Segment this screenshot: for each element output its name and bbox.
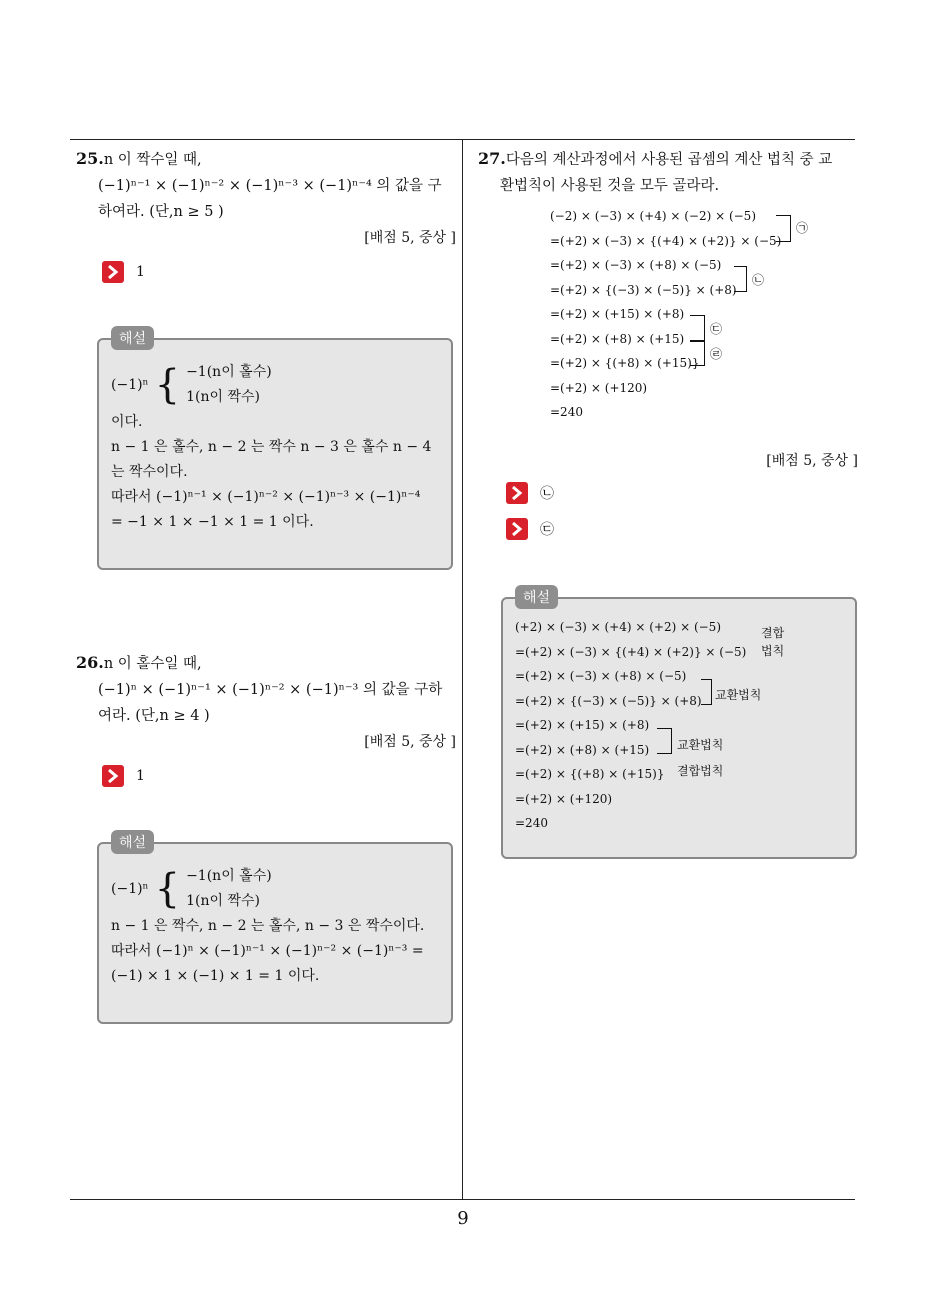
note-commutative-1: 교환법칙: [715, 688, 762, 702]
note-associative-1a: 결합: [761, 626, 785, 640]
calc-step: =(+2) × (+120): [515, 791, 613, 806]
solution-line: 이다.: [111, 414, 143, 430]
calc-step: =(+2) × (−3) × (+8) × (−5): [515, 669, 687, 683]
question-text-line1: n 이 짝수일 때,: [103, 152, 202, 168]
calc-step: (−2) × (−3) × (+4) × (−2) × (−5): [550, 209, 756, 223]
mark-c: ㉢: [710, 322, 723, 336]
piecewise-definition: [111, 360, 439, 410]
calc-step: =240: [550, 405, 583, 419]
question-26: [76, 650, 456, 789]
calc-step: =(+2) × {(+8) × (+15)}: [515, 767, 665, 781]
calc-step: =(+2) × (−3) × {(+4) × (+2)} × (−5): [515, 644, 747, 659]
answer-value: 1: [136, 264, 145, 280]
note-associative-2: 결합법칙: [677, 764, 724, 778]
bracket-a: [776, 215, 791, 242]
question-27-meta: [478, 448, 858, 542]
case-even: 1(n이 짝수): [186, 389, 260, 405]
piecewise-lhs: (−1)ⁿ: [111, 376, 149, 393]
question-text-line2: (−1)ⁿ⁻¹ × (−1)ⁿ⁻² × (−1)ⁿ⁻³ × (−1)ⁿ⁻⁴ 의 값을 구: [98, 178, 442, 194]
chevron-right-icon: [102, 261, 124, 283]
question-number: 26.: [76, 653, 104, 672]
chevron-right-icon: [102, 765, 124, 787]
score-label: [배점 5, 중상 ]: [364, 230, 456, 246]
solution-tag: 해설: [111, 326, 154, 350]
question-25: [76, 146, 456, 285]
chevron-right-icon: [506, 482, 528, 504]
mark-b: ㉡: [752, 273, 765, 287]
solution-tag: 해설: [111, 830, 154, 854]
bracket-comm-2: [657, 728, 672, 754]
bracket-comm-1: [701, 679, 712, 705]
solution-26: [97, 835, 453, 1024]
calc-step: =(+2) × {(−3) × (−5)} × (+8): [550, 282, 737, 297]
page-number: 9: [457, 1208, 469, 1229]
case-even: 1(n이 짝수): [186, 893, 260, 909]
calc-step: =(+2) × {(−3) × (−5)} × (+8): [515, 693, 702, 708]
solution-line: 따라서 (−1)ⁿ⁻¹ × (−1)ⁿ⁻² × (−1)ⁿ⁻³ × (−1)ⁿ⁻⁴: [111, 489, 421, 505]
question-number: 27.: [478, 149, 506, 168]
question-text-line3: 여라. (단,n ≥ 4 ): [98, 708, 210, 724]
question-number: 25.: [76, 149, 104, 168]
piecewise-lhs: (−1)ⁿ: [111, 880, 149, 897]
piecewise-definition: [111, 864, 439, 914]
question-text-line2: 환법칙이 사용된 것을 모두 골라라.: [500, 178, 720, 194]
answer-value: 1: [136, 768, 145, 784]
case-odd: −1(n이 홀수): [186, 364, 272, 380]
calc-step: =(+2) × (−3) × {(+4) × (+2)} × (−5): [550, 233, 782, 248]
chevron-right-icon: [506, 518, 528, 540]
question-text-line3: 하여라. (단,n ≥ 5 ): [98, 204, 224, 220]
solution-25: [97, 331, 453, 570]
calc-step: =(+2) × (−3) × (+8) × (−5): [550, 258, 722, 272]
calc-step: =(+2) × (+8) × (+15): [515, 742, 650, 757]
mark-d: ㉣: [710, 347, 723, 361]
answer-row: [506, 516, 858, 542]
calc-step: (+2) × (−3) × (+4) × (+2) × (−5): [515, 620, 721, 634]
score-label: [배점 5, 중상 ]: [766, 453, 858, 469]
solution-line: n − 1 은 짝수, n − 2 는 홀수, n − 3 은 짝수이다.: [111, 918, 425, 934]
bracket-b: [734, 266, 747, 292]
calc-step: =240: [515, 816, 548, 830]
solution-line: (−1) × 1 × (−1) × 1 = 1 이다.: [111, 968, 320, 984]
calc-step: =(+2) × (+15) × (+8): [550, 307, 685, 321]
answer-row: [102, 259, 456, 285]
question-text-line2: (−1)ⁿ × (−1)ⁿ⁻¹ × (−1)ⁿ⁻² × (−1)ⁿ⁻³ 의 값을 구하: [98, 682, 443, 698]
question-27: [478, 146, 858, 199]
left-brace: {: [154, 362, 181, 408]
calc-step: =(+2) × (+120): [550, 380, 648, 395]
solution-line: = −1 × 1 × −1 × 1 = 1 이다.: [111, 514, 314, 530]
solution-line: n − 1 은 홀수, n − 2 는 짝수 n − 3 은 홀수 n − 4: [111, 439, 432, 455]
solution-line: 따라서 (−1)ⁿ × (−1)ⁿ⁻¹ × (−1)ⁿ⁻² × (−1)ⁿ⁻³ =: [111, 943, 424, 959]
answer-row: [102, 763, 456, 789]
answer-row: [506, 480, 858, 506]
answer-value: ㉢: [540, 522, 554, 538]
question-text-line1: 다음의 계산과정에서 사용된 곱셈의 계산 법칙 중 교: [505, 152, 833, 168]
note-associative-1b: 법칙: [761, 644, 785, 658]
solution-tag: 해설: [515, 585, 558, 609]
solution-27: [501, 590, 857, 859]
note-commutative-2: 교환법칙: [677, 738, 724, 752]
answer-value: ㉡: [540, 486, 554, 502]
solution-line: 는 짝수이다.: [111, 464, 188, 480]
left-brace: {: [154, 866, 181, 912]
calc-step: =(+2) × (+15) × (+8): [515, 718, 650, 732]
question-text-line1: n 이 홀수일 때,: [103, 656, 202, 672]
bracket-c: [690, 315, 705, 342]
score-label: [배점 5, 중상 ]: [364, 734, 456, 750]
calc-step: =(+2) × (+8) × (+15): [550, 331, 685, 346]
column-divider: [462, 139, 463, 1200]
bracket-d: [690, 340, 705, 366]
calc-step: =(+2) × {(+8) × (+15)}: [550, 356, 700, 370]
case-odd: −1(n이 홀수): [186, 868, 272, 884]
mark-a: ㉠: [796, 221, 809, 235]
